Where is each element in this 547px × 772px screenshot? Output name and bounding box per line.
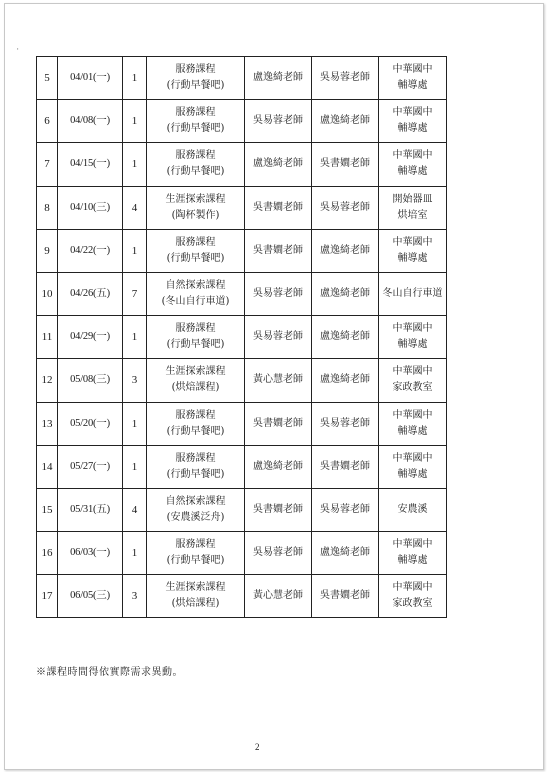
course-detail: (行動早餐吧) <box>166 166 225 178</box>
session-number: 16 <box>37 532 58 575</box>
assistant-teacher: 吳書嫺老師 <box>312 143 379 186</box>
location-name: 中華國中 <box>392 64 433 76</box>
table-row <box>37 272 447 315</box>
lead-teacher: 吳易蓉老師 <box>245 316 312 359</box>
table-row <box>37 359 447 402</box>
location-name: 中華國中 <box>392 150 433 162</box>
session-date: 05/31(五) <box>58 488 123 531</box>
session-hours: 4 <box>123 488 147 531</box>
session-number: 10 <box>37 272 58 315</box>
course-detail: (冬山自行車道) <box>161 296 230 308</box>
course-name-cell <box>147 186 245 229</box>
location-cell <box>379 359 447 402</box>
assistant-teacher: 吳書嫺老師 <box>312 575 379 618</box>
stray-mark: ' <box>17 48 19 55</box>
location-name: 冬山自行車道 <box>382 288 443 300</box>
location-room: 輔導處 <box>397 468 428 480</box>
location-name: 中華國中 <box>392 236 433 248</box>
session-date: 06/03(一) <box>58 532 123 575</box>
course-name-cell <box>147 316 245 359</box>
course-name: 服務課程 <box>175 107 216 119</box>
session-hours: 1 <box>123 229 147 272</box>
session-date: 04/22(一) <box>58 229 123 272</box>
location-room: 輔導處 <box>397 339 428 351</box>
session-hours: 1 <box>123 143 147 186</box>
course-detail: (行動早餐吧) <box>166 339 225 351</box>
table-row <box>37 143 447 186</box>
location-cell <box>379 445 447 488</box>
course-detail: (陶杯製作) <box>171 209 220 221</box>
assistant-teacher: 吳易蓉老師 <box>312 186 379 229</box>
session-date: 04/26(五) <box>58 272 123 315</box>
assistant-teacher: 盧逸綺老師 <box>312 532 379 575</box>
lead-teacher: 盧逸綺老師 <box>245 143 312 186</box>
assistant-teacher: 吳書嫺老師 <box>312 445 379 488</box>
table-row <box>37 445 447 488</box>
table-row <box>37 57 447 100</box>
session-date: 06/05(三) <box>58 575 123 618</box>
location-cell <box>379 57 447 100</box>
session-hours: 1 <box>123 316 147 359</box>
location-room: 家政教室 <box>392 598 433 610</box>
table-row <box>37 402 447 445</box>
session-hours: 1 <box>123 402 147 445</box>
location-room: 烘培室 <box>397 209 428 221</box>
session-hours: 1 <box>123 57 147 100</box>
location-cell <box>379 229 447 272</box>
location-cell <box>379 186 447 229</box>
table-row <box>37 532 447 575</box>
course-name: 服務課程 <box>175 409 216 421</box>
course-detail: (行動早餐吧) <box>166 555 225 567</box>
course-name: 服務課程 <box>175 64 216 76</box>
schedule-body <box>37 57 447 618</box>
session-date: 05/08(三) <box>58 359 123 402</box>
location-cell <box>379 100 447 143</box>
location-name: 中華國中 <box>392 409 433 421</box>
course-detail: (烘焙課程) <box>171 598 220 610</box>
location-name: 中華國中 <box>392 366 433 378</box>
session-number: 15 <box>37 488 58 531</box>
location-room: 輔導處 <box>397 252 428 264</box>
location-name: 中華國中 <box>392 107 433 119</box>
course-name: 生涯探索課程 <box>165 366 226 378</box>
document-page <box>4 3 544 770</box>
course-name-cell <box>147 488 245 531</box>
session-date: 05/27(一) <box>58 445 123 488</box>
session-number: 14 <box>37 445 58 488</box>
session-hours: 1 <box>123 445 147 488</box>
session-number: 12 <box>37 359 58 402</box>
lead-teacher: 吳書嫺老師 <box>245 488 312 531</box>
course-detail: (行動早餐吧) <box>166 252 225 264</box>
course-name: 自然探索課程 <box>165 495 226 507</box>
session-date: 05/20(一) <box>58 402 123 445</box>
lead-teacher: 黃心慧老師 <box>245 359 312 402</box>
page-number: 2 <box>255 742 260 752</box>
lead-teacher: 盧逸綺老師 <box>245 57 312 100</box>
session-hours: 3 <box>123 575 147 618</box>
location-cell <box>379 532 447 575</box>
schedule-note: ※課程時間得依實際需求異動。 <box>36 667 183 678</box>
assistant-teacher: 盧逸綺老師 <box>312 100 379 143</box>
location-cell <box>379 575 447 618</box>
session-number: 5 <box>37 57 58 100</box>
location-name: 開始器皿 <box>392 193 433 205</box>
course-detail: (行動早餐吧) <box>166 468 225 480</box>
location-room: 輔導處 <box>397 123 428 135</box>
location-name: 中華國中 <box>392 539 433 551</box>
session-number: 6 <box>37 100 58 143</box>
course-name: 服務課程 <box>175 236 216 248</box>
lead-teacher: 吳易蓉老師 <box>245 272 312 315</box>
course-name-cell <box>147 575 245 618</box>
session-number: 9 <box>37 229 58 272</box>
table-row <box>37 229 447 272</box>
session-hours: 4 <box>123 186 147 229</box>
location-name: 中華國中 <box>392 582 433 594</box>
location-cell <box>379 143 447 186</box>
location-room: 輔導處 <box>397 555 428 567</box>
course-name-cell <box>147 402 245 445</box>
location-name: 中華國中 <box>392 452 433 464</box>
course-detail: (烘焙課程) <box>171 382 220 394</box>
lead-teacher: 吳書嫺老師 <box>245 402 312 445</box>
table-row <box>37 575 447 618</box>
course-name-cell <box>147 359 245 402</box>
lead-teacher: 吳書嫺老師 <box>245 186 312 229</box>
table-row <box>37 316 447 359</box>
location-name: 安農溪 <box>397 503 428 515</box>
course-name-cell <box>147 445 245 488</box>
session-hours: 3 <box>123 359 147 402</box>
session-number: 13 <box>37 402 58 445</box>
course-name-cell <box>147 143 245 186</box>
location-room: 輔導處 <box>397 425 428 437</box>
course-name-cell <box>147 100 245 143</box>
session-number: 11 <box>37 316 58 359</box>
session-date: 04/01(一) <box>58 57 123 100</box>
course-name: 生涯探索課程 <box>165 193 226 205</box>
location-room: 輔導處 <box>397 166 428 178</box>
session-date: 04/15(一) <box>58 143 123 186</box>
schedule-table <box>36 56 447 618</box>
lead-teacher: 吳易蓉老師 <box>245 532 312 575</box>
course-name: 服務課程 <box>175 539 216 551</box>
session-date: 04/10(三) <box>58 186 123 229</box>
location-room: 家政教室 <box>392 382 433 394</box>
assistant-teacher: 吳易蓉老師 <box>312 57 379 100</box>
course-detail: (行動早餐吧) <box>166 80 225 92</box>
assistant-teacher: 吳易蓉老師 <box>312 402 379 445</box>
table-row <box>37 100 447 143</box>
assistant-teacher: 盧逸綺老師 <box>312 316 379 359</box>
course-name: 服務課程 <box>175 323 216 335</box>
location-cell <box>379 316 447 359</box>
course-name: 自然探索課程 <box>165 280 226 292</box>
assistant-teacher: 盧逸綺老師 <box>312 359 379 402</box>
course-name-cell <box>147 272 245 315</box>
course-name-cell <box>147 229 245 272</box>
lead-teacher: 吳書嫺老師 <box>245 229 312 272</box>
assistant-teacher: 盧逸綺老師 <box>312 229 379 272</box>
course-name-cell <box>147 532 245 575</box>
lead-teacher: 吳易蓉老師 <box>245 100 312 143</box>
session-hours: 7 <box>123 272 147 315</box>
location-room: 輔導處 <box>397 80 428 92</box>
session-hours: 1 <box>123 532 147 575</box>
lead-teacher: 盧逸綺老師 <box>245 445 312 488</box>
course-detail: (行動早餐吧) <box>166 425 225 437</box>
location-cell <box>379 272 447 315</box>
session-number: 7 <box>37 143 58 186</box>
location-cell <box>379 488 447 531</box>
course-detail: (行動早餐吧) <box>166 123 225 135</box>
session-hours: 1 <box>123 100 147 143</box>
location-name: 中華國中 <box>392 323 433 335</box>
course-detail: (安農溪泛舟) <box>166 511 225 523</box>
session-date: 04/29(一) <box>58 316 123 359</box>
course-name: 服務課程 <box>175 452 216 464</box>
course-name-cell <box>147 57 245 100</box>
course-name: 服務課程 <box>175 150 216 162</box>
session-date: 04/08(一) <box>58 100 123 143</box>
assistant-teacher: 吳易蓉老師 <box>312 488 379 531</box>
lead-teacher: 黃心慧老師 <box>245 575 312 618</box>
assistant-teacher: 盧逸綺老師 <box>312 272 379 315</box>
course-name: 生涯探索課程 <box>165 582 226 594</box>
session-number: 8 <box>37 186 58 229</box>
location-cell <box>379 402 447 445</box>
session-number: 17 <box>37 575 58 618</box>
table-row <box>37 488 447 531</box>
table-row <box>37 186 447 229</box>
